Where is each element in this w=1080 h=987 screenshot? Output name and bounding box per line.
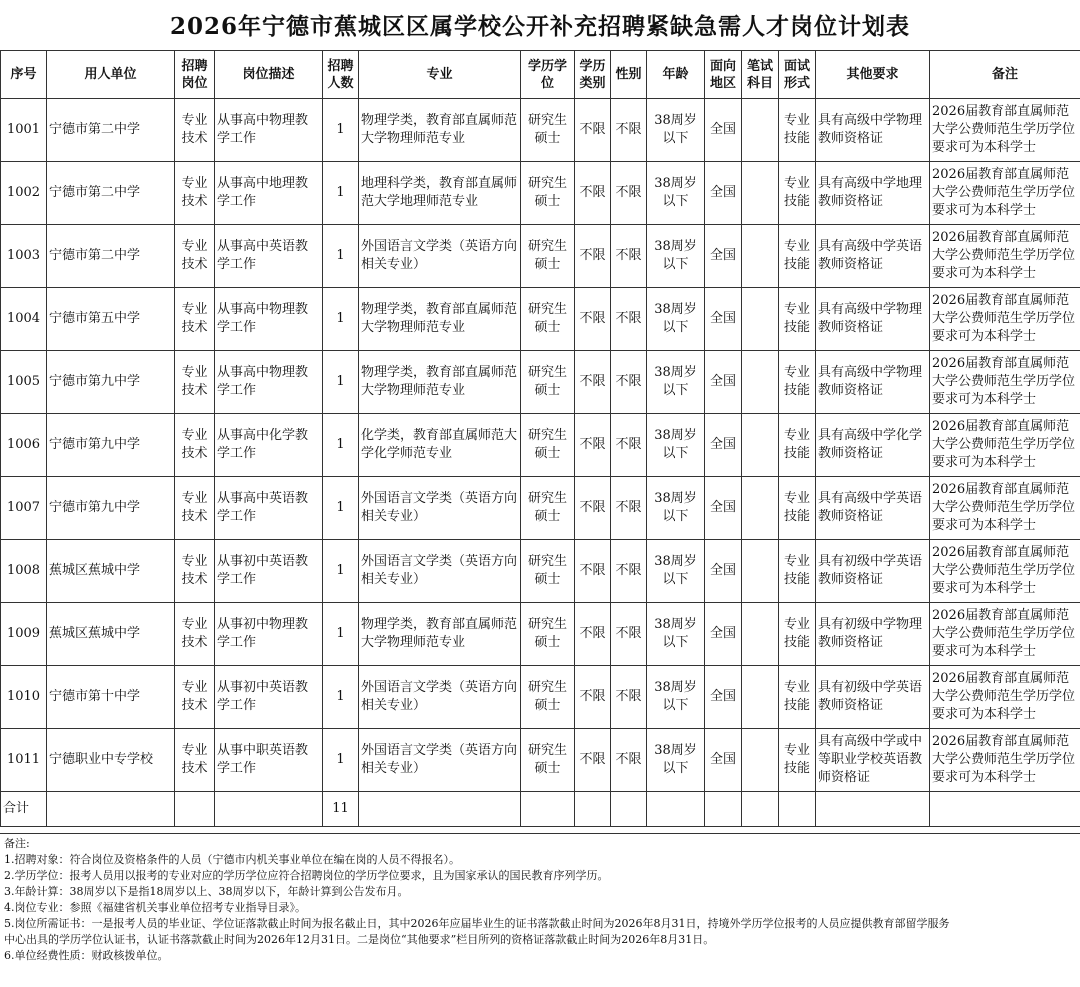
- row-id: 1002: [1, 162, 47, 225]
- row-num: 1: [323, 414, 359, 477]
- row-major: 外国语言文学类（英语方向相关专业）: [359, 729, 521, 792]
- row-num: 1: [323, 666, 359, 729]
- row-remark: 2026届教育部直属师范大学公费师范生学历学位要求可为本科学士: [930, 225, 1080, 288]
- row-num: 1: [323, 729, 359, 792]
- row-other: 具有高级中学物理教师资格证: [816, 99, 930, 162]
- row-interview: 专业技能: [779, 351, 816, 414]
- row-edu-type: 不限: [575, 225, 611, 288]
- row-other: 具有高级中学英语教师资格证: [816, 225, 930, 288]
- header-written: 笔试科目: [742, 51, 779, 99]
- row-post: 专业技术: [175, 225, 215, 288]
- table-row: [1, 288, 1080, 351]
- row-region: 全国: [705, 99, 742, 162]
- row-interview: 专业技能: [779, 288, 816, 351]
- row-interview: 专业技能: [779, 603, 816, 666]
- row-age: 38周岁以下: [647, 603, 705, 666]
- row-degree: 研究生硕士: [521, 288, 575, 351]
- row-region: 全国: [705, 603, 742, 666]
- row-age: 38周岁以下: [647, 288, 705, 351]
- row-other: 具有初级中学物理教师资格证: [816, 603, 930, 666]
- row-interview: 专业技能: [779, 414, 816, 477]
- note-line: 备注:: [4, 837, 30, 850]
- row-other: 具有高级中学地理教师资格证: [816, 162, 930, 225]
- header-degree: 学历学位: [521, 51, 575, 99]
- row-post: 专业技术: [175, 99, 215, 162]
- table-row: [1, 351, 1080, 414]
- note-line: 2.学历学位：报考人员用以报考的专业对应的学历学位应符合招聘岗位的学历学位要求，且为国家承认的国民教育序列学历。: [4, 869, 609, 882]
- row-interview: 专业技能: [779, 666, 816, 729]
- row-major: 化学类，教育部直属师范大学化学师范专业: [359, 414, 521, 477]
- row-interview: 专业技能: [779, 99, 816, 162]
- table-row: [1, 540, 1080, 603]
- header-row: [1, 51, 1080, 99]
- row-degree: 研究生硕士: [521, 666, 575, 729]
- header-desc: 岗位描述: [215, 51, 323, 99]
- row-degree: 研究生硕士: [521, 729, 575, 792]
- row-interview: 专业技能: [779, 477, 816, 540]
- row-gender: 不限: [611, 477, 647, 540]
- total-empty-cell: [647, 792, 705, 827]
- row-unit: 宁德市第九中学: [47, 351, 175, 414]
- row-id: 1003: [1, 225, 47, 288]
- header-age: 年龄: [647, 51, 705, 99]
- note-line: 4.岗位专业：参照《福建省机关事业单位招考专业指导目录》。: [4, 901, 306, 914]
- row-age: 38周岁以下: [647, 414, 705, 477]
- total-label: 合计: [1, 792, 47, 827]
- total-empty-cell: [930, 792, 1080, 827]
- row-other: 具有高级中学或中等职业学校英语教师资格证: [816, 729, 930, 792]
- row-remark: 2026届教育部直属师范大学公费师范生学历学位要求可为本科学士: [930, 414, 1080, 477]
- row-region: 全国: [705, 477, 742, 540]
- row-major: 外国语言文学类（英语方向相关专业）: [359, 540, 521, 603]
- row-desc: 从事初中英语教学工作: [215, 666, 323, 729]
- row-desc: 从事初中物理教学工作: [215, 603, 323, 666]
- table-body: [1, 99, 1080, 827]
- row-id: 1007: [1, 477, 47, 540]
- table-row: [1, 603, 1080, 666]
- row-unit: 宁德市第十中学: [47, 666, 175, 729]
- page-title: 2026年宁德市蕉城区区属学校公开补充招聘紧缺急需人才岗位计划表: [169, 13, 910, 40]
- table-row: [1, 225, 1080, 288]
- row-other: 具有初级中学英语教师资格证: [816, 666, 930, 729]
- row-desc: 从事高中物理教学工作: [215, 288, 323, 351]
- row-other: 具有高级中学物理教师资格证: [816, 288, 930, 351]
- row-gender: 不限: [611, 729, 647, 792]
- row-region: 全国: [705, 540, 742, 603]
- row-edu-type: 不限: [575, 540, 611, 603]
- row-post: 专业技术: [175, 603, 215, 666]
- row-region: 全国: [705, 729, 742, 792]
- total-empty-cell: [47, 792, 175, 827]
- table-row: [1, 477, 1080, 540]
- notes-section: [0, 833, 1080, 966]
- row-unit: 宁德市第二中学: [47, 99, 175, 162]
- row-interview: 专业技能: [779, 729, 816, 792]
- row-edu-type: 不限: [575, 162, 611, 225]
- row-desc: 从事高中英语教学工作: [215, 225, 323, 288]
- total-empty-cell: [611, 792, 647, 827]
- row-written: [742, 477, 779, 540]
- header-num: 招聘人数: [323, 51, 359, 99]
- row-age: 38周岁以下: [647, 729, 705, 792]
- row-edu-type: 不限: [575, 666, 611, 729]
- row-age: 38周岁以下: [647, 162, 705, 225]
- row-num: 1: [323, 351, 359, 414]
- row-remark: 2026届教育部直属师范大学公费师范生学历学位要求可为本科学士: [930, 288, 1080, 351]
- table-row: [1, 666, 1080, 729]
- row-major: 外国语言文学类（英语方向相关专业）: [359, 477, 521, 540]
- row-degree: 研究生硕士: [521, 477, 575, 540]
- row-region: 全国: [705, 351, 742, 414]
- row-region: 全国: [705, 288, 742, 351]
- row-major: 物理学类，教育部直属师范大学物理师范专业: [359, 603, 521, 666]
- row-num: 1: [323, 99, 359, 162]
- row-unit: 宁德市第五中学: [47, 288, 175, 351]
- total-empty-cell: [175, 792, 215, 827]
- row-age: 38周岁以下: [647, 225, 705, 288]
- row-remark: 2026届教育部直属师范大学公费师范生学历学位要求可为本科学士: [930, 477, 1080, 540]
- row-interview: 专业技能: [779, 225, 816, 288]
- note-line: 5.岗位所需证书：一是报考人员的毕业证、学位证落款截止时间为报名截止日，其中2026年应届毕业生的证书落款截止时间为2026年8月31日，持境外学历学位报考的人员应提供教育部留学服务: [4, 917, 950, 930]
- row-age: 38周岁以下: [647, 477, 705, 540]
- row-desc: 从事高中地理教学工作: [215, 162, 323, 225]
- row-post: 专业技术: [175, 477, 215, 540]
- row-written: [742, 666, 779, 729]
- row-unit: 宁德市第九中学: [47, 414, 175, 477]
- note-line: 6.单位经费性质：财政核拨单位。: [4, 949, 169, 962]
- header-edu-type: 学历类别: [575, 51, 611, 99]
- row-desc: 从事初中英语教学工作: [215, 540, 323, 603]
- row-other: 具有高级中学英语教师资格证: [816, 477, 930, 540]
- row-unit: 宁德市第二中学: [47, 162, 175, 225]
- header-unit: 用人单位: [47, 51, 175, 99]
- row-remark: 2026届教育部直属师范大学公费师范生学历学位要求可为本科学士: [930, 351, 1080, 414]
- total-value: 11: [323, 792, 359, 827]
- header-region: 面向地区: [705, 51, 742, 99]
- row-unit: 蕉城区蕉城中学: [47, 603, 175, 666]
- row-other: 具有高级中学化学教师资格证: [816, 414, 930, 477]
- row-id: 1001: [1, 99, 47, 162]
- row-post: 专业技术: [175, 540, 215, 603]
- row-degree: 研究生硕士: [521, 225, 575, 288]
- note-line: 3.年龄计算：38周岁以下是指18周岁以上、38周岁以下，年龄计算到公告发布月。: [4, 885, 409, 898]
- row-gender: 不限: [611, 225, 647, 288]
- row-major: 外国语言文学类（英语方向相关专业）: [359, 666, 521, 729]
- row-id: 1004: [1, 288, 47, 351]
- row-degree: 研究生硕士: [521, 414, 575, 477]
- row-gender: 不限: [611, 540, 647, 603]
- row-post: 专业技术: [175, 414, 215, 477]
- row-degree: 研究生硕士: [521, 540, 575, 603]
- header-remark: 备注: [930, 51, 1080, 99]
- row-desc: 从事高中物理教学工作: [215, 99, 323, 162]
- row-remark: 2026届教育部直属师范大学公费师范生学历学位要求可为本科学士: [930, 729, 1080, 792]
- row-written: [742, 225, 779, 288]
- row-num: 1: [323, 288, 359, 351]
- row-id: 1011: [1, 729, 47, 792]
- total-empty-cell: [816, 792, 930, 827]
- row-major: 物理学类，教育部直属师范大学物理师范专业: [359, 288, 521, 351]
- row-desc: 从事高中化学教学工作: [215, 414, 323, 477]
- row-edu-type: 不限: [575, 99, 611, 162]
- row-id: 1006: [1, 414, 47, 477]
- row-written: [742, 288, 779, 351]
- row-region: 全国: [705, 414, 742, 477]
- row-edu-type: 不限: [575, 477, 611, 540]
- row-remark: 2026届教育部直属师范大学公费师范生学历学位要求可为本科学士: [930, 99, 1080, 162]
- row-num: 1: [323, 540, 359, 603]
- row-degree: 研究生硕士: [521, 99, 575, 162]
- row-other: 具有初级中学英语教师资格证: [816, 540, 930, 603]
- total-empty-cell: [779, 792, 816, 827]
- row-post: 专业技术: [175, 666, 215, 729]
- row-age: 38周岁以下: [647, 666, 705, 729]
- row-interview: 专业技能: [779, 162, 816, 225]
- row-unit: 宁德市第二中学: [47, 225, 175, 288]
- row-remark: 2026届教育部直属师范大学公费师范生学历学位要求可为本科学士: [930, 162, 1080, 225]
- row-desc: 从事高中英语教学工作: [215, 477, 323, 540]
- row-edu-type: 不限: [575, 351, 611, 414]
- row-written: [742, 351, 779, 414]
- row-id: 1010: [1, 666, 47, 729]
- row-edu-type: 不限: [575, 288, 611, 351]
- row-age: 38周岁以下: [647, 351, 705, 414]
- row-gender: 不限: [611, 351, 647, 414]
- row-degree: 研究生硕士: [521, 351, 575, 414]
- row-gender: 不限: [611, 162, 647, 225]
- row-post: 专业技术: [175, 288, 215, 351]
- table-row: [1, 99, 1080, 162]
- row-major: 物理学类，教育部直属师范大学物理师范专业: [359, 351, 521, 414]
- row-num: 1: [323, 603, 359, 666]
- header-interview: 面试形式: [779, 51, 816, 99]
- table-row: [1, 729, 1080, 792]
- row-gender: 不限: [611, 99, 647, 162]
- header-id: 序号: [1, 51, 47, 99]
- row-num: 1: [323, 225, 359, 288]
- note-line: 中心出具的学历学位认证书，认证书落款截止时间为2026年12月31日。二是岗位“其他要求”栏目所列的资格证落款截止时间为2026年8月31日。: [4, 933, 715, 946]
- row-interview: 专业技能: [779, 540, 816, 603]
- row-num: 1: [323, 477, 359, 540]
- row-desc: 从事高中物理教学工作: [215, 351, 323, 414]
- header-other: 其他要求: [816, 51, 930, 99]
- header-major: 专业: [359, 51, 521, 99]
- row-id: 1005: [1, 351, 47, 414]
- row-written: [742, 414, 779, 477]
- row-desc: 从事中职英语教学工作: [215, 729, 323, 792]
- row-edu-type: 不限: [575, 414, 611, 477]
- row-written: [742, 99, 779, 162]
- row-age: 38周岁以下: [647, 540, 705, 603]
- row-written: [742, 540, 779, 603]
- row-post: 专业技术: [175, 162, 215, 225]
- row-other: 具有高级中学物理教师资格证: [816, 351, 930, 414]
- row-age: 38周岁以下: [647, 99, 705, 162]
- row-major: 物理学类，教育部直属师范大学物理师范专业: [359, 99, 521, 162]
- total-empty-cell: [215, 792, 323, 827]
- total-empty-cell: [521, 792, 575, 827]
- row-unit: 宁德市第九中学: [47, 477, 175, 540]
- total-empty-cell: [575, 792, 611, 827]
- row-written: [742, 162, 779, 225]
- total-empty-cell: [705, 792, 742, 827]
- row-written: [742, 603, 779, 666]
- row-num: 1: [323, 162, 359, 225]
- row-id: 1009: [1, 603, 47, 666]
- row-degree: 研究生硕士: [521, 603, 575, 666]
- row-remark: 2026届教育部直属师范大学公费师范生学历学位要求可为本科学士: [930, 540, 1080, 603]
- note-line: 1.招聘对象：符合岗位及资格条件的人员（宁德市内机关事业单位在编在岗的人员不得报名）。: [4, 853, 460, 866]
- recruitment-plan-table: [0, 50, 1080, 827]
- table-row: [1, 414, 1080, 477]
- total-empty-cell: [359, 792, 521, 827]
- row-gender: 不限: [611, 603, 647, 666]
- row-degree: 研究生硕士: [521, 162, 575, 225]
- row-region: 全国: [705, 225, 742, 288]
- row-unit: 宁德职业中专学校: [47, 729, 175, 792]
- table-row: [1, 162, 1080, 225]
- total-row: [1, 792, 1080, 827]
- row-written: [742, 729, 779, 792]
- row-remark: 2026届教育部直属师范大学公费师范生学历学位要求可为本科学士: [930, 603, 1080, 666]
- header-gender: 性别: [611, 51, 647, 99]
- total-empty-cell: [742, 792, 779, 827]
- row-id: 1008: [1, 540, 47, 603]
- row-remark: 2026届教育部直属师范大学公费师范生学历学位要求可为本科学士: [930, 666, 1080, 729]
- row-unit: 蕉城区蕉城中学: [47, 540, 175, 603]
- row-post: 专业技术: [175, 729, 215, 792]
- row-region: 全国: [705, 666, 742, 729]
- row-gender: 不限: [611, 666, 647, 729]
- row-major: 外国语言文学类（英语方向相关专业）: [359, 225, 521, 288]
- row-edu-type: 不限: [575, 603, 611, 666]
- row-post: 专业技术: [175, 351, 215, 414]
- header-post: 招聘岗位: [175, 51, 215, 99]
- row-gender: 不限: [611, 288, 647, 351]
- row-edu-type: 不限: [575, 729, 611, 792]
- row-region: 全国: [705, 162, 742, 225]
- row-major: 地理科学类，教育部直属师范大学地理师范专业: [359, 162, 521, 225]
- row-gender: 不限: [611, 414, 647, 477]
